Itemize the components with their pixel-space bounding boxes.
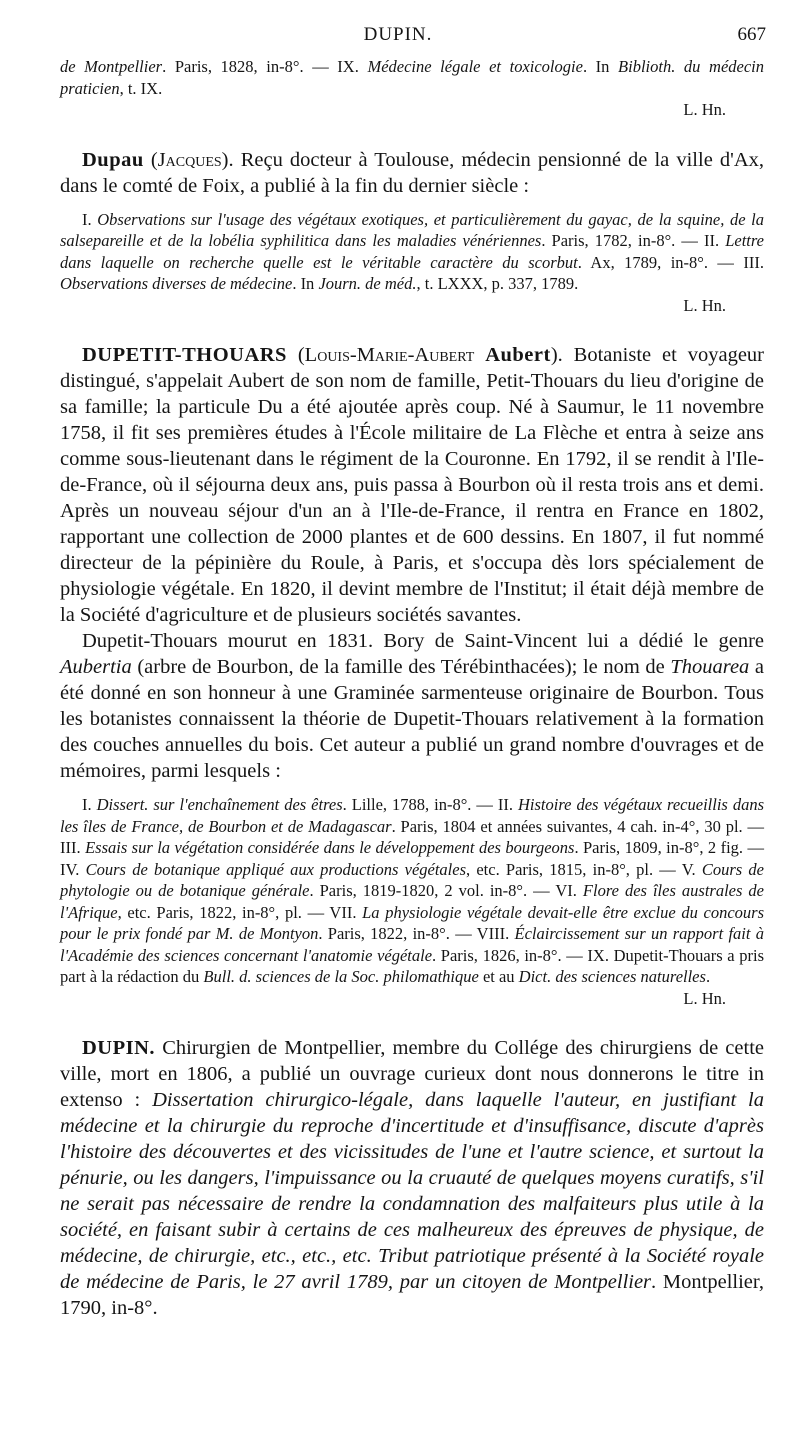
work-text: , etc. Paris, 1822, in-8°, pl. — VII. [117,902,363,922]
entry-thouars-works [60,794,764,988]
work-text: , t. LXXX, p. 337, 1789. [416,274,579,293]
work-text: , etc. Paris, 1815, in-8°, pl. — V. [466,859,702,879]
entry-text: (arbre de Bourbon, de la famille des Térébinthacées); le nom de [131,656,671,678]
running-title: DUPIN. [363,24,433,45]
entry-thouars-biography [60,342,764,628]
work-title: Dict. des sciences naturelles [518,967,706,986]
work-text: I. [82,209,98,229]
entry-text: a été donné en son honneur à une Graminée sarmenteuse originaire de Bourbon. Tous les botanistes connaissent la théorie de Dupetit-Thouars relativement à la formation des couches annuelles du bois. Cet auteur a publié un grand nombre d'ouvrages et de mémoires, parmi lesquels : [60,656,764,782]
entry-dupau [60,147,764,317]
signature: L. Hn. [683,988,726,1008]
entry-biography: Reçu docteur à Toulouse, médecin pensionné de la ville d'Ax, dans le comté de Foix, a publié à la fin du dernier siècle : [60,148,765,197]
page-number: 667 [737,24,766,45]
work-title: Flore des îles australes de l'Afrique [60,881,764,922]
work-text: I. [82,795,97,814]
work-text: . Paris, 1819-1820, 2 vol. in-8°. — VI. [309,881,583,900]
work-title: Bull. d. sciences de la Soc. philomathique [203,967,479,986]
work-text: . Ax, 1789, in-8°. — III. [577,252,764,272]
work-text: . Paris, 1782, in-8°. — II. [541,231,726,250]
cont-text-5: Biblioth. du médecin praticien [60,57,765,98]
work-title: Éclaircissement sur un rapport fait à l'Académie des sciences concernant l'anatomie végétale [60,924,764,965]
entry-headword: Dupau [82,148,144,171]
work-title: Observations sur l'usage des végétaux exotiques, et particulièrement du gayac, de la squine, de la salsepareille et de la lobélia syphilitica dans les maladies vénériennes [60,209,765,250]
entry-dupetit-thouars [60,342,764,1009]
running-header [30,24,766,50]
work-text: . In [292,274,319,293]
work-text: . Paris, 1804 et années suivantes, 4 cah. in-4°, 30 pl. — III. [60,816,764,857]
cont-text-2: . Paris, 1828, in-8°. — IX. [162,57,368,76]
cont-text-3: Médecine légale et toxicologie [367,57,583,76]
work-title: Dissertation chirurgico-légale, dans laquelle l'auteur, en justifiant la médecine et la chirurgie du reproche d'incertitude et d'insuffisance, discute d'après l'histoire des découvertes et des vicissitudes de l'une et l'autre science, et surtout la pénurie, ou les dangers, l'impuissance ou la cruauté de quelques moyens curatifs, s'il ne serait pas nécessaire de rendre la condamnation des malfaiteurs plus utile à la société, en faisant subir à certains de ces malheureux des épreuves de physique, de médecine, de chirurgie, etc., etc., etc. Tribut patriotique présenté à la Société royale de médecine de Paris, le 27 avril 1789, par un citoyen de Montpellier [60,1089,764,1293]
work-text: . Paris, 1822, in-8°. — VIII. [318,924,515,943]
signature: L. Hn. [683,100,726,119]
cont-text-1: de Montpellier [60,57,163,76]
entry-forename: (Louis-Marie-Aubert [297,344,475,366]
work-text: . Paris, 1809, in-8°, 2 fig. — IV. [60,838,764,879]
work-title: Histoire des végétaux recueillis dans les îles de France, de Bourbon et de Madagascar [60,795,764,836]
work-title: Cours de botanique appliqué aux productions végétales [85,859,467,879]
entry-headword: DUPIN. [82,1037,156,1059]
cont-text-4: . In [582,57,619,76]
work-text: . [705,967,711,986]
entry-text: ). [550,344,563,366]
work-title: Cours de phytologie ou de botanique générale [60,859,764,900]
entry-text: . Montpellier, 1790, in-8°. [60,1271,765,1319]
entry-dupau-text [60,147,764,199]
entry-dupin-text [60,1035,764,1321]
entry-thouars-paragraph-2 [60,628,764,784]
work-text: . Paris, 1826, in-8°. — IX. Dupetit-Thouars a pris part à la rédaction du [60,945,765,986]
cont-text-6: , t. IX. [119,78,163,98]
work-text: et au [478,967,519,986]
genus-name: Thouarea [670,656,750,678]
page-body [60,56,764,1321]
entry-forename: (Jacques). [150,148,234,171]
entry-surname-bold: Aubert [485,344,551,366]
work-title: Observations diverses de médecine [60,274,293,293]
work-title: La physiologie végétale devait-elle être exclue du concours pour le prix fondé par M. de Montyon [60,902,764,943]
continued-bibliography [60,56,764,99]
work-title: Lettre dans laquelle on recherche quelle est le véritable caractère du scorbut [60,231,765,272]
work-text: . Lille, 1788, in-8°. — II. [342,795,518,814]
work-title: Essais sur la végétation considérée dans le développement des bourgeons [85,838,575,857]
entry-headword: DUPETIT-THOUARS [82,344,287,366]
entry-text: Botaniste et voyageur distingué, s'appelait Aubert de son nom de famille, Petit-Thouars du lieu d'origine de sa famille; la particule Du a été ajoutée après coup. Né à Saumur, le 11 novembre 1758, il fit ses premières études à l'École militaire de La Flèche et entra à seize ans comme sous-lieutenant dans le régiment de la Couronne. En 1792, il se rendit à l'Ile-de-France, où il séjourna deux ans, puis passa à Bourbon où il resta trois ans et demi. Après un nouveau séjour d'un an à l'Ile-de-France, il rentra en France en 1802, rapportant une collection de 2000 plantes et de 600 dessins. En 1807, il fut nommé directeur de la pépinière du Roule, à Paris, et s'occupa dès lors spécialement de physiologie végétale. En 1820, il devint membre de l'Institut; il était déjà membre de la Société d'agriculture et de plusieurs sociétés savantes. [60,344,764,626]
genus-name: Aubertia [60,656,132,678]
signature: L. Hn. [683,295,726,315]
entry-text: Chirurgien de Montpellier, membre du Collége des chirurgiens de cette ville, mort en 1806, a publié un ouvrage curieux dont nous donnerons le titre in extenso : [60,1037,764,1111]
entry-text: Dupetit-Thouars mourut en 1831. Bory de Saint-Vincent lui a dédié le genre [82,630,764,652]
entry-dupau-works [60,209,764,295]
entry-dupin [60,1035,764,1321]
work-title: Journ. de méd. [318,274,417,293]
work-title: Dissert. sur l'enchaînement des êtres [96,795,343,814]
